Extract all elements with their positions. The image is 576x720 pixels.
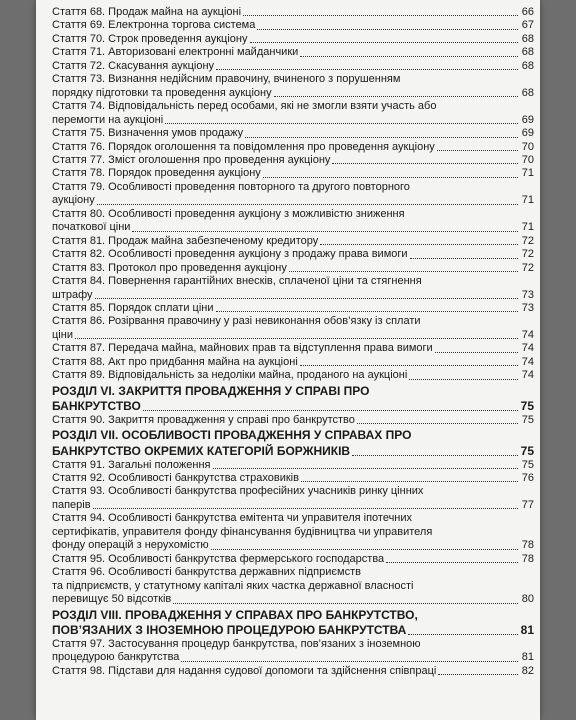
toc-page-number: 74 bbox=[521, 328, 534, 341]
toc-entry bbox=[52, 127, 534, 140]
dot-leader bbox=[211, 549, 518, 550]
dot-leader bbox=[437, 150, 518, 151]
toc-page-number: 68 bbox=[521, 59, 534, 72]
toc-entry-text: БАНКРУТСТВО bbox=[52, 399, 141, 414]
toc-page-number: 74 bbox=[521, 355, 534, 368]
toc-entry-text: Стаття 94. Особливості банкрутства емітента чи управителя іпотечних bbox=[52, 512, 413, 525]
toc-entry bbox=[52, 580, 534, 593]
toc-page-number: 67 bbox=[521, 19, 534, 32]
dot-leader bbox=[216, 69, 518, 70]
dot-leader bbox=[438, 674, 518, 675]
toc-page-number: 82 bbox=[521, 664, 534, 677]
dot-leader bbox=[75, 338, 518, 339]
toc-section-line bbox=[52, 400, 534, 414]
toc-page-number: 72 bbox=[521, 248, 534, 261]
toc-entry-text: Стаття 91. Загальні положення bbox=[52, 458, 211, 471]
toc-entry bbox=[52, 315, 534, 328]
toc-entry-text: Стаття 74. Відповідальність перед особами, які не змогли взяти участь або bbox=[52, 100, 437, 113]
toc-page-number: 71 bbox=[521, 221, 534, 234]
book-page bbox=[36, 0, 540, 720]
dot-leader bbox=[300, 56, 518, 57]
toc-page-number: 81 bbox=[521, 651, 534, 664]
toc-section-line bbox=[52, 385, 534, 399]
toc-section-line bbox=[52, 429, 534, 443]
toc-entry bbox=[52, 289, 534, 302]
dot-leader bbox=[410, 258, 518, 259]
toc-entry bbox=[52, 485, 534, 498]
toc-entry-text: Стаття 89. Відповідальність за недоліки майна, проданого на аукціоні bbox=[52, 369, 408, 382]
toc-page-number: 78 bbox=[521, 539, 534, 552]
toc-page-number: 73 bbox=[521, 301, 534, 314]
toc-entry bbox=[52, 526, 534, 539]
toc-entry-text: та підприємств, у статутному капіталі яких частка державної власності bbox=[52, 579, 414, 592]
toc-entry bbox=[52, 194, 534, 207]
toc-section-line bbox=[52, 445, 534, 459]
toc-entry-text: паперів bbox=[52, 498, 91, 511]
toc-entry-text: штрафу bbox=[52, 288, 93, 301]
toc-entry bbox=[52, 33, 534, 46]
dot-leader bbox=[357, 423, 518, 424]
dot-leader bbox=[243, 15, 518, 16]
toc-entry bbox=[52, 87, 534, 100]
toc-page-number: 69 bbox=[521, 127, 534, 140]
toc-entry-text: Стаття 85. Порядок сплати ціни bbox=[52, 301, 214, 314]
toc-entry bbox=[52, 221, 534, 234]
toc-page-number: 75 bbox=[520, 399, 534, 414]
dot-leader bbox=[409, 379, 518, 380]
toc-entry bbox=[52, 459, 534, 472]
toc-entry-text: початкової ціни bbox=[52, 221, 131, 234]
dot-leader bbox=[435, 352, 518, 353]
dot-leader bbox=[257, 29, 518, 30]
toc-entry-text: Стаття 96. Особливості банкрутства державних підприємств bbox=[52, 566, 361, 579]
toc-page-number: 68 bbox=[521, 46, 534, 59]
toc-entry bbox=[52, 472, 534, 485]
toc-entry bbox=[52, 141, 534, 154]
dot-leader bbox=[289, 271, 518, 272]
toc-page-number: 74 bbox=[521, 342, 534, 355]
toc-entry bbox=[52, 651, 534, 664]
toc-entry bbox=[52, 46, 534, 59]
toc-entry-text: БАНКРУТСТВО ОКРЕМИХ КАТЕГОРІЙ БОРЖНИКІВ bbox=[52, 443, 351, 458]
toc-page-number: 69 bbox=[521, 113, 534, 126]
toc-entry-text: Стаття 82. Особливості проведення аукціону з продажу права вимоги bbox=[52, 248, 408, 261]
toc-page-number: 72 bbox=[521, 234, 534, 247]
toc-entry bbox=[52, 235, 534, 248]
toc-entry bbox=[52, 181, 534, 194]
dot-leader bbox=[95, 298, 518, 299]
toc-page-number: 75 bbox=[521, 413, 534, 426]
toc-entry bbox=[52, 302, 534, 315]
dot-leader bbox=[274, 96, 518, 97]
dot-leader bbox=[93, 508, 518, 509]
toc-entry bbox=[52, 369, 534, 382]
toc-entry bbox=[52, 114, 534, 127]
dot-leader bbox=[181, 661, 518, 662]
toc-page-number: 74 bbox=[521, 369, 534, 382]
toc-page-number: 71 bbox=[521, 167, 534, 180]
dot-leader bbox=[165, 123, 518, 124]
toc-entry-text: Стаття 98. Підстави для надання судової допомоги та здійснення співпраці bbox=[52, 664, 437, 677]
toc-entry-text: Стаття 77. Зміст оголошення про проведення аукціону bbox=[52, 153, 331, 166]
toc-page-number: 75 bbox=[521, 458, 534, 471]
toc-page-number: 72 bbox=[521, 261, 534, 274]
toc-entry bbox=[52, 6, 534, 19]
toc-page-number: 68 bbox=[521, 86, 534, 99]
toc-entry-text: сертифікатів, управителя фонду фінансування будівництва чи управителя bbox=[52, 525, 433, 538]
toc-entry bbox=[52, 154, 534, 167]
toc-entry bbox=[52, 167, 534, 180]
toc-entry-text: РОЗДІЛ VIII. ПРОВАДЖЕННЯ У СПРАВАХ ПРО БАНКРУТСТВО, bbox=[52, 607, 418, 622]
toc-entry-text: ПОВ’ЯЗАНИХ З ІНОЗЕМНОЮ ПРОЦЕДУРОЮ БАНКРУТСТВА bbox=[52, 623, 407, 638]
toc-page-number: 75 bbox=[520, 443, 534, 458]
toc-entry bbox=[52, 356, 534, 369]
toc-entry-text: Стаття 97. Застосування процедур банкрутства, пов’язаних з іноземною bbox=[52, 637, 421, 650]
toc-entry bbox=[52, 19, 534, 32]
toc-entry-text: Стаття 81. Продаж майна забезпеченому кредитору bbox=[52, 234, 319, 247]
toc-entry-text: фонду операцій з нерухомістю bbox=[52, 539, 209, 552]
dot-leader bbox=[352, 455, 518, 456]
toc-entry-text: Стаття 70. Строк проведення аукціону bbox=[52, 32, 248, 45]
toc-entry bbox=[52, 414, 534, 427]
toc-page-number: 70 bbox=[521, 140, 534, 153]
toc-entry-text: Стаття 90. Закриття провадження у справі про банкрутство bbox=[52, 413, 355, 426]
toc-entry-text: Стаття 87. Передача майна, майнових прав та відступлення права вимоги bbox=[52, 342, 433, 355]
toc-entry-text: Стаття 92. Особливості банкрутства страховиків bbox=[52, 471, 299, 484]
dot-leader bbox=[408, 634, 518, 635]
dot-leader bbox=[143, 410, 518, 411]
toc-entry-text: Стаття 93. Особливості банкрутства професійних учасників ринку цінних bbox=[52, 485, 424, 498]
toc-entry bbox=[52, 499, 534, 512]
toc-entry-text: Стаття 79. Особливості проведення повторного та другого повторного bbox=[52, 180, 410, 193]
dot-leader bbox=[213, 468, 519, 469]
toc-page-number: 76 bbox=[521, 471, 534, 484]
toc-entry bbox=[52, 342, 534, 355]
toc-entry bbox=[52, 638, 534, 651]
toc-page-number: 66 bbox=[521, 6, 534, 18]
dot-leader bbox=[386, 562, 518, 563]
toc-entry-text: Стаття 80. Особливості проведення аукціону з можливістю зниження bbox=[52, 207, 405, 220]
toc-entry bbox=[52, 100, 534, 113]
table-of-contents bbox=[52, 6, 534, 678]
dot-leader bbox=[216, 311, 518, 312]
toc-entry-text: Стаття 86. Розірвання правочину у разі невиконання обов’язку із сплати bbox=[52, 315, 421, 328]
toc-entry-text: Стаття 76. Порядок оголошення та повідомлення про проведення аукціону bbox=[52, 140, 435, 153]
toc-entry-text: перемогти на аукціоні bbox=[52, 113, 164, 126]
toc-entry bbox=[52, 262, 534, 275]
toc-page-number: 73 bbox=[521, 288, 534, 301]
dot-leader bbox=[245, 137, 518, 138]
toc-page-number: 68 bbox=[521, 32, 534, 45]
toc-entry-text: Стаття 83. Протокол про проведення аукціону bbox=[52, 261, 287, 274]
toc-entry-text: аукціону bbox=[52, 194, 95, 207]
dot-leader bbox=[300, 365, 518, 366]
toc-entry-text: Стаття 75. Визначення умов продажу bbox=[52, 127, 244, 140]
toc-section-line bbox=[52, 624, 534, 638]
toc-entry bbox=[52, 593, 534, 606]
toc-entry bbox=[52, 553, 534, 566]
dot-leader bbox=[301, 481, 518, 482]
toc-entry-text: РОЗДІЛ VII. ОСОБЛИВОСТІ ПРОВАДЖЕННЯ У СПРАВАХ ПРО bbox=[52, 428, 412, 443]
toc-entry-text: порядку підготовки та проведення аукціону bbox=[52, 86, 272, 99]
dot-leader bbox=[173, 603, 518, 604]
toc-entry bbox=[52, 208, 534, 221]
toc-entry-text: Стаття 88. Акт про придбання майна на аукціоні bbox=[52, 355, 298, 368]
toc-entry-text: Стаття 71. Авторизовані електронні майданчики bbox=[52, 46, 299, 59]
dot-leader bbox=[332, 163, 518, 164]
dot-leader bbox=[132, 231, 518, 232]
toc-entry bbox=[52, 665, 534, 678]
toc-entry-text: Стаття 78. Порядок проведення аукціону bbox=[52, 167, 261, 180]
toc-entry-text: ціни bbox=[52, 328, 73, 341]
toc-entry-text: Стаття 84. Повернення гарантійних внесків, сплаченої ціни та стягнення bbox=[52, 275, 422, 288]
toc-entry bbox=[52, 539, 534, 552]
toc-entry bbox=[52, 566, 534, 579]
dot-leader bbox=[97, 204, 518, 205]
toc-page-number: 80 bbox=[521, 593, 534, 606]
toc-page-number: 70 bbox=[521, 153, 534, 166]
toc-section-line bbox=[52, 609, 534, 623]
toc-entry-text: Стаття 69. Електронна торгова система bbox=[52, 19, 256, 32]
toc-page-number: 77 bbox=[521, 498, 534, 511]
toc-entry-text: Стаття 73. Визнання недійсним правочину, вчиненого з порушенням bbox=[52, 73, 401, 86]
toc-entry bbox=[52, 60, 534, 73]
toc-entry bbox=[52, 329, 534, 342]
toc-entry-text: Стаття 72. Скасування аукціону bbox=[52, 59, 215, 72]
toc-entry bbox=[52, 73, 534, 86]
toc-entry-text: процедурою банкрутства bbox=[52, 651, 180, 664]
toc-entry bbox=[52, 512, 534, 525]
toc-entry-text: Стаття 68. Продаж майна на аукціоні bbox=[52, 6, 242, 18]
toc-entry-text: Стаття 95. Особливості банкрутства фермерського господарства bbox=[52, 552, 385, 565]
toc-page-number: 81 bbox=[520, 623, 534, 638]
toc-entry-text: РОЗДІЛ VI. ЗАКРИТТЯ ПРОВАДЖЕННЯ У СПРАВІ ПРО bbox=[52, 383, 370, 398]
toc-entry-text: перевищує 50 відсотків bbox=[52, 593, 172, 606]
toc-entry bbox=[52, 275, 534, 288]
toc-entry bbox=[52, 248, 534, 261]
dot-leader bbox=[250, 42, 519, 43]
dot-leader bbox=[263, 177, 518, 178]
dot-leader bbox=[320, 244, 518, 245]
toc-page-number: 78 bbox=[521, 552, 534, 565]
toc-page-number: 71 bbox=[521, 194, 534, 207]
